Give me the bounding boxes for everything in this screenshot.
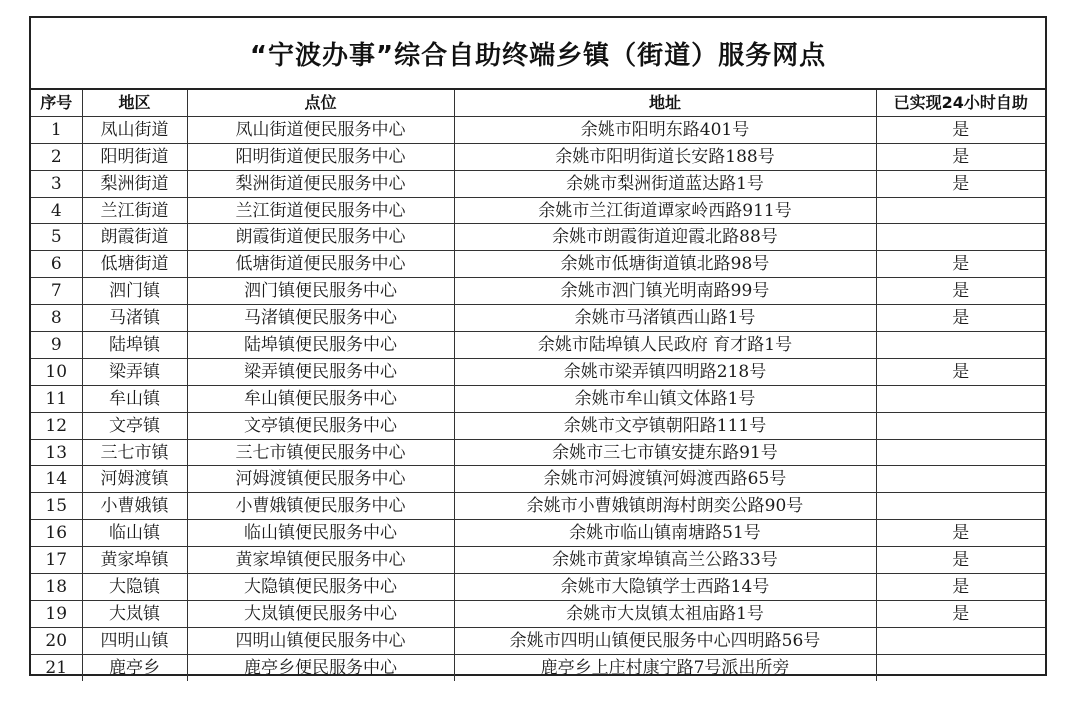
cell-area: 牟山镇 — [82, 385, 187, 412]
cell-area: 泗门镇 — [82, 278, 187, 305]
cell-address: 余姚市阳明街道长安路188号 — [454, 143, 876, 170]
cell-address: 余姚市低塘街道镇北路98号 — [454, 251, 876, 278]
column-header-area: 地区 — [82, 90, 187, 116]
table-row — [31, 143, 1045, 170]
cell-no: 8 — [31, 305, 82, 332]
cell-address: 余姚市陆埠镇人民政府 育才路1号 — [454, 332, 876, 359]
cell-site: 河姆渡镇便民服务中心 — [187, 466, 454, 493]
cell-site: 临山镇便民服务中心 — [187, 520, 454, 547]
cell-site: 朗霞街道便民服务中心 — [187, 224, 454, 251]
cell-area: 低塘街道 — [82, 251, 187, 278]
cell-no: 5 — [31, 224, 82, 251]
cell-address: 余姚市马渚镇西山路1号 — [454, 305, 876, 332]
table-row — [31, 439, 1045, 466]
cell-24h: 是 — [876, 170, 1045, 197]
table-row — [31, 654, 1045, 680]
cell-site: 黄家埠镇便民服务中心 — [187, 547, 454, 574]
header-row — [31, 90, 1045, 116]
cell-area: 三七市镇 — [82, 439, 187, 466]
cell-no: 9 — [31, 332, 82, 359]
service-points-table — [31, 90, 1045, 681]
cell-site: 陆埠镇便民服务中心 — [187, 332, 454, 359]
cell-address: 余姚市文亭镇朝阳路111号 — [454, 412, 876, 439]
cell-address: 余姚市临山镇南塘路51号 — [454, 520, 876, 547]
cell-24h: 是 — [876, 278, 1045, 305]
table-row — [31, 170, 1045, 197]
column-header-24h: 已实现24小时自助 — [876, 90, 1045, 116]
cell-area: 阳明街道 — [82, 143, 187, 170]
table-row — [31, 600, 1045, 627]
cell-no: 20 — [31, 627, 82, 654]
cell-address: 余姚市梁弄镇四明路218号 — [454, 358, 876, 385]
cell-24h: 是 — [876, 305, 1045, 332]
page-title: “宁波办事”综合自助终端乡镇（街道）服务网点 — [249, 40, 827, 71]
cell-site: 梨洲街道便民服务中心 — [187, 170, 454, 197]
cell-area: 临山镇 — [82, 520, 187, 547]
table-row — [31, 358, 1045, 385]
cell-24h — [876, 466, 1045, 493]
cell-address: 余姚市大隐镇学士西路14号 — [454, 574, 876, 601]
cell-24h: 是 — [876, 358, 1045, 385]
cell-no: 19 — [31, 600, 82, 627]
cell-site: 四明山镇便民服务中心 — [187, 627, 454, 654]
cell-site: 泗门镇便民服务中心 — [187, 278, 454, 305]
cell-site: 阳明街道便民服务中心 — [187, 143, 454, 170]
cell-24h — [876, 627, 1045, 654]
cell-area: 朗霞街道 — [82, 224, 187, 251]
cell-area: 文亭镇 — [82, 412, 187, 439]
cell-no: 12 — [31, 412, 82, 439]
cell-site: 牟山镇便民服务中心 — [187, 385, 454, 412]
table-row — [31, 627, 1045, 654]
cell-no: 15 — [31, 493, 82, 520]
cell-site: 文亭镇便民服务中心 — [187, 412, 454, 439]
cell-address: 余姚市阳明东路401号 — [454, 116, 876, 143]
cell-24h: 是 — [876, 251, 1045, 278]
cell-no: 7 — [31, 278, 82, 305]
cell-address: 余姚市梨洲街道蓝达路1号 — [454, 170, 876, 197]
cell-24h: 是 — [876, 143, 1045, 170]
cell-24h: 是 — [876, 520, 1045, 547]
cell-area: 梨洲街道 — [82, 170, 187, 197]
cell-area: 黄家埠镇 — [82, 547, 187, 574]
cell-24h: 是 — [876, 547, 1045, 574]
cell-24h — [876, 439, 1045, 466]
cell-area: 凤山街道 — [82, 116, 187, 143]
service-points-sheet — [29, 16, 1047, 676]
cell-area: 鹿亭乡 — [82, 654, 187, 680]
cell-site: 小曹娥镇便民服务中心 — [187, 493, 454, 520]
cell-no: 13 — [31, 439, 82, 466]
title-row — [31, 18, 1045, 90]
table-header — [31, 90, 1045, 116]
cell-address: 余姚市兰江街道谭家岭西路911号 — [454, 197, 876, 224]
cell-site: 低塘街道便民服务中心 — [187, 251, 454, 278]
cell-area: 马渚镇 — [82, 305, 187, 332]
table-row — [31, 332, 1045, 359]
table-row — [31, 197, 1045, 224]
cell-24h — [876, 197, 1045, 224]
cell-area: 大岚镇 — [82, 600, 187, 627]
cell-no: 17 — [31, 547, 82, 574]
cell-site: 大岚镇便民服务中心 — [187, 600, 454, 627]
table-row — [31, 305, 1045, 332]
cell-no: 6 — [31, 251, 82, 278]
cell-address: 余姚市朗霞街道迎霞北路88号 — [454, 224, 876, 251]
table-row — [31, 278, 1045, 305]
cell-area: 陆埠镇 — [82, 332, 187, 359]
table-row — [31, 385, 1045, 412]
column-header-address: 地址 — [454, 90, 876, 116]
cell-no: 10 — [31, 358, 82, 385]
table-row — [31, 574, 1045, 601]
cell-address: 余姚市小曹娥镇朗海村朗奕公路90号 — [454, 493, 876, 520]
cell-site: 三七市镇便民服务中心 — [187, 439, 454, 466]
cell-address: 余姚市河姆渡镇河姆渡西路65号 — [454, 466, 876, 493]
cell-address: 余姚市四明山镇便民服务中心四明路56号 — [454, 627, 876, 654]
table-row — [31, 547, 1045, 574]
table-row — [31, 116, 1045, 143]
cell-address: 余姚市牟山镇文体路1号 — [454, 385, 876, 412]
cell-no: 2 — [31, 143, 82, 170]
cell-area: 河姆渡镇 — [82, 466, 187, 493]
cell-area: 梁弄镇 — [82, 358, 187, 385]
cell-no: 16 — [31, 520, 82, 547]
cell-24h — [876, 654, 1045, 680]
cell-address: 余姚市泗门镇光明南路99号 — [454, 278, 876, 305]
table-row — [31, 493, 1045, 520]
cell-no: 21 — [31, 654, 82, 680]
cell-site: 梁弄镇便民服务中心 — [187, 358, 454, 385]
column-header-site: 点位 — [187, 90, 454, 116]
table-row — [31, 251, 1045, 278]
cell-address: 余姚市大岚镇太祖庙路1号 — [454, 600, 876, 627]
cell-area: 四明山镇 — [82, 627, 187, 654]
cell-no: 3 — [31, 170, 82, 197]
cell-no: 4 — [31, 197, 82, 224]
cell-no: 1 — [31, 116, 82, 143]
table-row — [31, 224, 1045, 251]
cell-site: 兰江街道便民服务中心 — [187, 197, 454, 224]
cell-24h — [876, 493, 1045, 520]
cell-no: 11 — [31, 385, 82, 412]
cell-no: 18 — [31, 574, 82, 601]
cell-site: 大隐镇便民服务中心 — [187, 574, 454, 601]
table-body — [31, 116, 1045, 680]
cell-24h: 是 — [876, 116, 1045, 143]
cell-24h — [876, 224, 1045, 251]
cell-24h — [876, 332, 1045, 359]
column-header-no: 序号 — [31, 90, 82, 116]
cell-address: 余姚市黄家埠镇高兰公路33号 — [454, 547, 876, 574]
cell-site: 鹿亭乡便民服务中心 — [187, 654, 454, 680]
cell-address: 鹿亭乡上庄村康宁路7号派出所旁 — [454, 654, 876, 680]
cell-24h: 是 — [876, 574, 1045, 601]
table-row — [31, 520, 1045, 547]
cell-area: 兰江街道 — [82, 197, 187, 224]
cell-24h — [876, 412, 1045, 439]
cell-area: 小曹娥镇 — [82, 493, 187, 520]
cell-no: 14 — [31, 466, 82, 493]
cell-24h: 是 — [876, 600, 1045, 627]
cell-address: 余姚市三七市镇安捷东路91号 — [454, 439, 876, 466]
cell-area: 大隐镇 — [82, 574, 187, 601]
cell-site: 凤山街道便民服务中心 — [187, 116, 454, 143]
cell-24h — [876, 385, 1045, 412]
cell-site: 马渚镇便民服务中心 — [187, 305, 454, 332]
table-row — [31, 466, 1045, 493]
table-row — [31, 412, 1045, 439]
